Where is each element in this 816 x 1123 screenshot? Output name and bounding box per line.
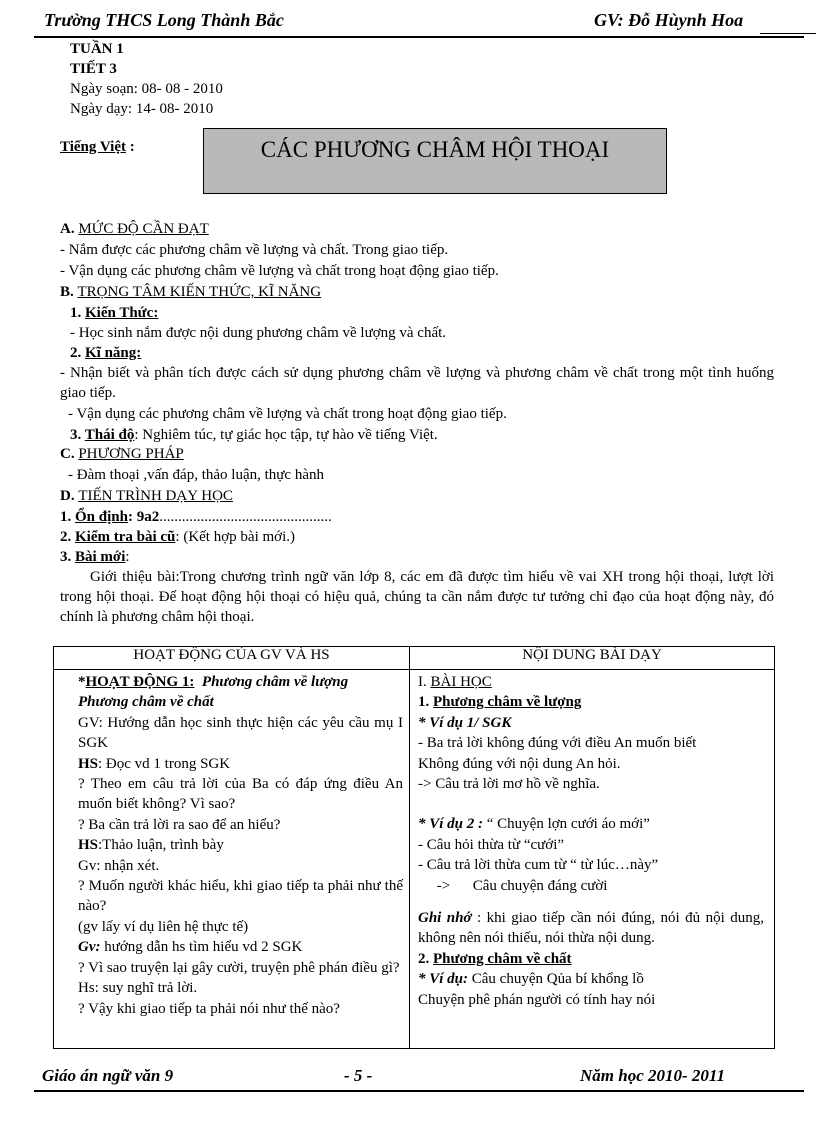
section-c-title: PHƯƠNG PHÁP — [78, 446, 184, 462]
gv-instruction-1 — [78, 713, 403, 754]
hs-label: Hs — [78, 980, 95, 997]
activity-subtitle: Phương châm về chất — [78, 694, 214, 711]
col-activities-header: HOẠT ĐỘNG CỦA GV VÀ HS — [54, 647, 410, 670]
section-a-line-2: - Vận dụng các phương châm về lượng và chất trong hoạt động giao tiếp. — [60, 263, 499, 279]
subject-colon: : — [125, 139, 135, 155]
section-a-line-1: - Nắm được các phương châm về lượng và chất. Trong giao tiếp. — [60, 242, 449, 258]
prep-date: Ngày soạn: 08- 08 - 2010 — [70, 81, 223, 97]
header-divider — [34, 36, 804, 38]
hs-text: :Thảo luận, trình bày — [98, 837, 224, 854]
example-2-label: * Ví dụ 2 : — [418, 816, 484, 833]
hs-label: HS — [78, 837, 99, 854]
section-d3-prefix: 3. — [60, 549, 75, 565]
r12-prefix: 2. — [418, 950, 433, 967]
section-d-heading — [60, 486, 774, 506]
principle-quantity-heading: Phương châm về lượng — [433, 694, 582, 711]
note-text: : khi giao tiếp cần nói đúng, nói đủ nội dung, không nên nói thiếu, nói thừa nội dung. — [418, 910, 764, 947]
section-d2-row — [60, 527, 774, 547]
gv-instruction-3 — [78, 937, 403, 957]
content-line: Chuyện phê phán người có tính hay nói — [418, 991, 656, 1008]
section-d1-title: Ổn định — [75, 509, 128, 525]
school-name: Trường THCS Long Thành Bắc — [44, 10, 284, 30]
example-3-text: Câu chuyện Qủa bí khổng lồ — [468, 971, 644, 988]
r1-prefix: I. — [418, 674, 431, 690]
section-b2-title: Kĩ năng: — [85, 345, 142, 361]
hs-task-2 — [78, 835, 403, 855]
section-d1-prefix: 1. — [60, 509, 75, 525]
content-line: -> Câu chuyện đáng cười — [418, 877, 608, 894]
gv-label: Gv: — [78, 939, 101, 956]
section-b3-title: Thái độ — [84, 427, 135, 443]
lesson-table — [53, 646, 775, 1049]
question-5: ? Vậy khi giao tiếp ta phải nói như thế nào? — [78, 1000, 340, 1017]
section-c-heading — [60, 444, 774, 464]
section-b3-prefix: 3. — [70, 427, 85, 443]
section-d-prefix: D. — [60, 488, 79, 504]
activity-title: Phương châm về lượng — [201, 674, 349, 690]
content-cell — [410, 670, 775, 1049]
subject-label: Tiếng Việt — [60, 139, 126, 155]
section-d2-title: Kiểm tra bài cũ — [75, 529, 176, 545]
subject-row — [60, 139, 135, 156]
hs-text: : suy nghĩ trả lời. — [94, 980, 198, 997]
note-1: (gv lấy ví dụ liên hệ thực tế) — [78, 918, 249, 935]
section-b3-row — [70, 425, 784, 445]
section-d-title: TIẾN TRÌNH DẠY HỌC — [78, 488, 233, 504]
content-line: Không đúng với nội dung An hỏi. — [418, 755, 621, 772]
gv-instruction-2 — [78, 856, 403, 876]
content-line: - Câu hỏi thừa từ “cưới” — [418, 836, 565, 853]
footer-school-year: Năm học 2010- 2011 — [580, 1066, 725, 1085]
section-a-heading — [60, 219, 774, 239]
question-1: ? Theo em câu trả lời của Ba có đáp ứng điều An muốn biết không? Vì sao? — [78, 776, 403, 813]
example-1-label: * Ví dụ 1/ SGK — [418, 714, 512, 731]
lesson-heading: BÀI HỌC — [430, 674, 492, 690]
section-b2-heading — [70, 343, 784, 363]
r2-prefix: 1. — [418, 694, 433, 711]
note-label: Ghi nhớ — [418, 910, 472, 927]
principle-quality-heading: Phương châm về chất — [433, 950, 572, 967]
teacher-name: GV: Đỗ Hùynh Hoa — [594, 10, 744, 30]
lesson-title: CÁC PHƯƠNG CHÂM HỘI THOẠI — [260, 137, 610, 162]
section-b2-line: - Vận dụng các phương châm về lượng và chất trong hoạt động giao tiếp. — [68, 406, 507, 422]
lesson-title-box — [203, 128, 667, 194]
question-4: ? Vì sao truyện lại gây cười, truyện phê phán điều gì? — [78, 959, 400, 976]
section-d1-row — [60, 507, 774, 527]
table-row — [54, 670, 775, 1049]
content-line: -> Câu trả lời mơ hồ về nghĩa. — [418, 776, 600, 793]
gv-label: GV — [78, 714, 99, 731]
footer-book-title: Giáo án ngữ văn 9 — [42, 1066, 174, 1085]
hs-text: : Đọc vd 1 trong SGK — [98, 755, 231, 772]
section-d2-prefix: 2. — [60, 529, 75, 545]
table-header-row — [54, 647, 775, 670]
example-2-text: “ Chuyện lợn cưới áo mới” — [483, 816, 650, 833]
col-content-header: NỘI DUNG BÀI DẠY — [410, 647, 775, 670]
header-divider-extension — [760, 33, 816, 34]
gv-label: Gv — [78, 857, 97, 874]
section-b-prefix: B. — [60, 284, 78, 300]
section-d3-colon: : — [125, 549, 130, 565]
section-a-title: MỨC ĐỘ CẦN ĐẠT — [78, 221, 209, 237]
content-line: - Câu trả lời thừa cum từ “ từ lúc…này” — [418, 857, 659, 874]
hs-task-1 — [78, 754, 403, 774]
section-b3-text: : Nghiêm túc, tự giác học tập, tự hào về tiếng Việt. — [134, 427, 438, 443]
section-c-line: - Đàm thoại ,vấn đáp, thảo luận, thực hành — [68, 467, 324, 483]
activity-star: * — [78, 674, 86, 690]
content-line: - Ba trả lời không đúng với điều An muốn biết — [418, 735, 697, 752]
section-d3-title: Bài mới — [75, 549, 126, 565]
section-b-title: TRỌNG TÂM KIẾN THỨC, KĨ NĂNG — [77, 284, 322, 300]
section-c-prefix: C. — [60, 446, 79, 462]
gv-text: : Hướng dẫn học sinh thực hiện các yêu cầu mụ I SGK — [78, 714, 403, 752]
section-b-heading — [60, 282, 774, 302]
week-label: TUẦN 1 — [70, 41, 124, 57]
gv-text: : nhận xét. — [96, 857, 160, 874]
section-b1-title: Kiến Thức: — [85, 305, 159, 321]
section-d1-dots: .............................................. — [159, 509, 332, 525]
section-b1-line: - Học sinh nắm được nội dung phương châm về lượng và chất. — [70, 325, 447, 341]
section-a-prefix: A. — [60, 221, 79, 237]
page-number: - 5 - — [344, 1066, 373, 1085]
section-d3-row — [60, 547, 774, 567]
section-b1-prefix: 1. — [70, 305, 85, 321]
intro-paragraph: Giới thiệu bài:Trong chương trình ngữ văn lớp 8, các em đã được tìm hiểu về vai XH trong hội thoại, lượt lời trong hội thoại. Để hoạt động hội thoại có hiệu quả, chúng ta cần nắm được tư tưởng chỉ đạo của hoạt động này, đó chính là phương châm hội thoại. — [60, 569, 774, 625]
footer-divider — [34, 1090, 804, 1092]
hs-task-3 — [78, 978, 403, 998]
example-3-label: * Ví dụ: — [418, 971, 469, 988]
section-d2-text: : (Kết hợp bài mới.) — [175, 529, 295, 545]
activities-cell — [54, 670, 410, 1049]
activity-label: HOẠT ĐỘNG 1: — [85, 674, 195, 690]
question-2: ? Ba cần trả lời ra sao để an hiểu? — [78, 816, 281, 833]
teach-date: Ngày dạy: 14- 08- 2010 — [70, 101, 214, 117]
section-b2-prefix: 2. — [70, 345, 85, 361]
period-label: TIẾT 3 — [70, 61, 117, 77]
section-d1-text: : 9a2 — [127, 509, 160, 525]
section-b2-paragraph: - Nhận biết và phân tích được cách sử dụng phương châm về lượng và phương châm về chất trong một tình huống giao tiếp. — [60, 365, 774, 401]
gv-text: hướng dẫn hs tìm hiểu vd 2 SGK — [100, 939, 303, 956]
question-3: ? Muốn người khác hiểu, khi giao tiếp ta phải như thế nào? — [78, 878, 403, 915]
section-b1-heading — [70, 303, 784, 323]
hs-label: HS — [78, 755, 99, 772]
